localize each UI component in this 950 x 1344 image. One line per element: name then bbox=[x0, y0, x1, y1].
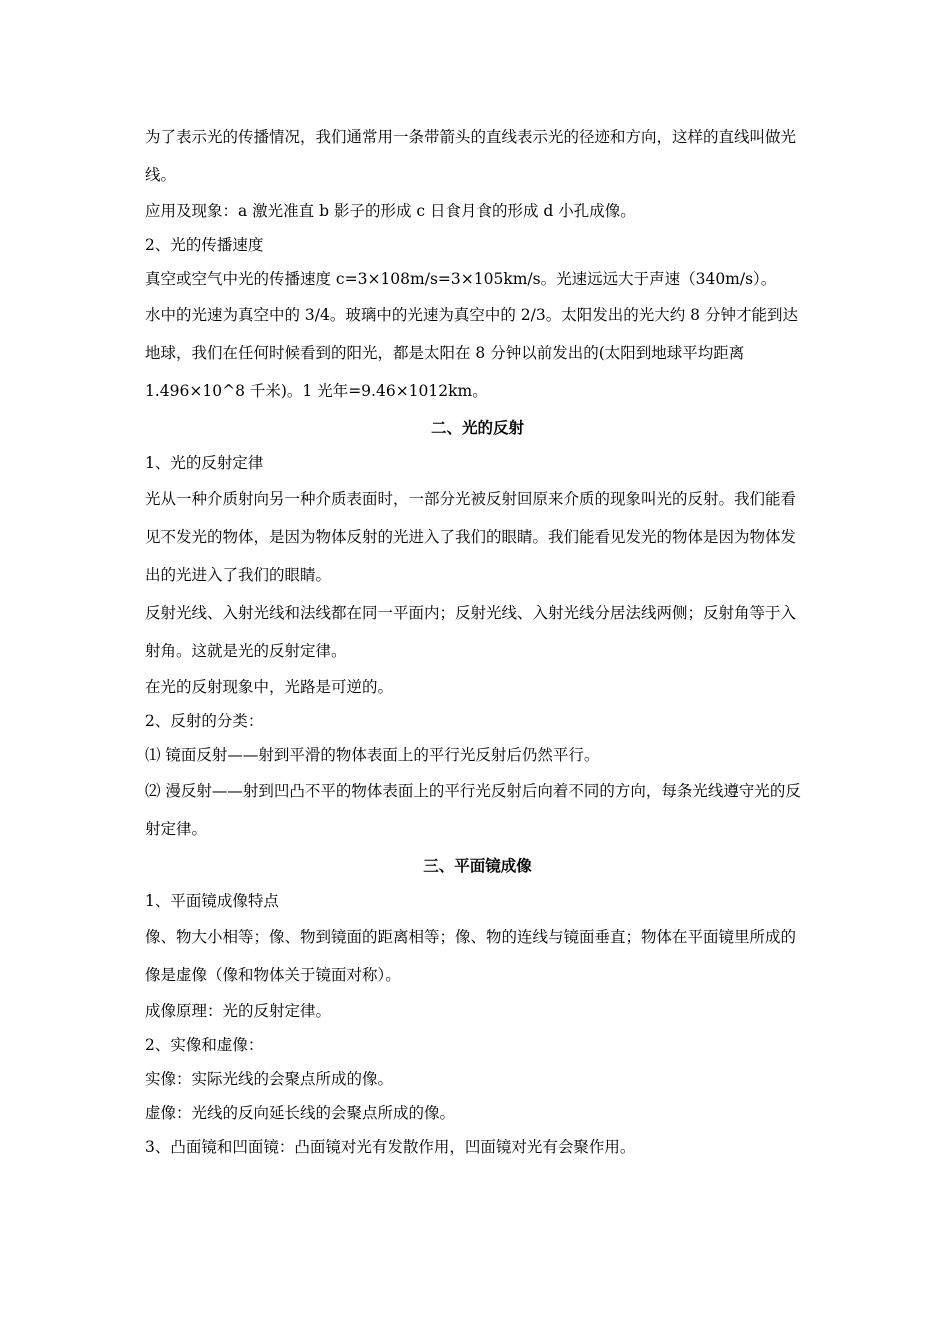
subheading-real-virtual-image: 2、实像和虚像： bbox=[145, 1036, 264, 1054]
paragraph-speed-vacuum: 真空或空气中光的传播速度 c=3×108m/s=3×105km/s。光速远远大于声速（340m/s）。 bbox=[145, 270, 777, 288]
subheading-mirror-image-features: 1、平面镜成像特点 bbox=[145, 892, 279, 910]
section-heading-reflection: 二、光的反射 bbox=[430, 418, 524, 437]
subheading-reflection-types: 2、反射的分类： bbox=[145, 712, 264, 730]
paragraph-reversible-path: 在光的反射现象中，光路是可逆的。 bbox=[145, 678, 394, 696]
subheading-law-of-reflection: 1、光的反射定律 bbox=[145, 454, 264, 472]
section-heading-plane-mirror: 三、平面镜成像 bbox=[423, 856, 532, 875]
document-body bbox=[145, 118, 810, 1164]
paragraph-mirror-image-features: 像、物大小相等；像、物到镜面的距离相等；像、物的连线与镜面垂直；物体在平面镜里所成的像是虚像（像和物体关于镜面对称）。 bbox=[145, 928, 797, 984]
paragraph-applications: 应用及现象：a 激光准直 b 影子的形成 c 日食月食的形成 d 小孔成像。 bbox=[145, 202, 636, 220]
list-item-diffuse-reflection: ⑵ 漫反射——射到凹凸不平的物体表面上的平行光反射后向着不同的方向，每条光线遵守光的反射定律。 bbox=[145, 782, 801, 838]
paragraph-imaging-principle: 成像原理：光的反射定律。 bbox=[145, 1002, 332, 1020]
paragraph-light-ray-definition: 为了表示光的传播情况，我们通常用一条带箭头的直线表示光的径迹和方向，这样的直线叫做光线。 bbox=[145, 128, 797, 184]
subheading-speed-of-light: 2、光的传播速度 bbox=[145, 236, 264, 254]
paragraph-convex-concave-mirrors: 3、凸面镜和凹面镜：凸面镜对光有发散作用，凹面镜对光有会聚作用。 bbox=[145, 1138, 636, 1156]
list-item-specular-reflection: ⑴ 镜面反射——射到平滑的物体表面上的平行光反射后仍然平行。 bbox=[145, 746, 600, 764]
paragraph-law-statement: 反射光线、入射光线和法线都在同一平面内；反射光线、入射光线分居法线两侧；反射角等于入射角。这就是光的反射定律。 bbox=[145, 604, 797, 660]
paragraph-virtual-image: 虚像：光线的反向延长线的会聚点所成的像。 bbox=[145, 1104, 456, 1122]
paragraph-real-image: 实像：实际光线的会聚点所成的像。 bbox=[145, 1070, 394, 1088]
paragraph-reflection-definition: 光从一种介质射向另一种介质表面时，一部分光被反射回原来介质的现象叫光的反射。我们能看见不发光的物体，是因为物体反射的光进入了我们的眼睛。我们能看见发光的物体是因为物体发出的光进入了我们的眼睛。 bbox=[145, 490, 797, 584]
paragraph-speed-media: 水中的光速为真空中的 3/4。玻璃中的光速为真空中的 2/3。太阳发出的光大约 8 分钟才能到达地球，我们在任何时候看到的阳光，都是太阳在 8 分钟以前发出的(太阳到地球平均距离 1.496×10^8 千米)。1 光年=9.46×1012km。 bbox=[145, 306, 798, 400]
